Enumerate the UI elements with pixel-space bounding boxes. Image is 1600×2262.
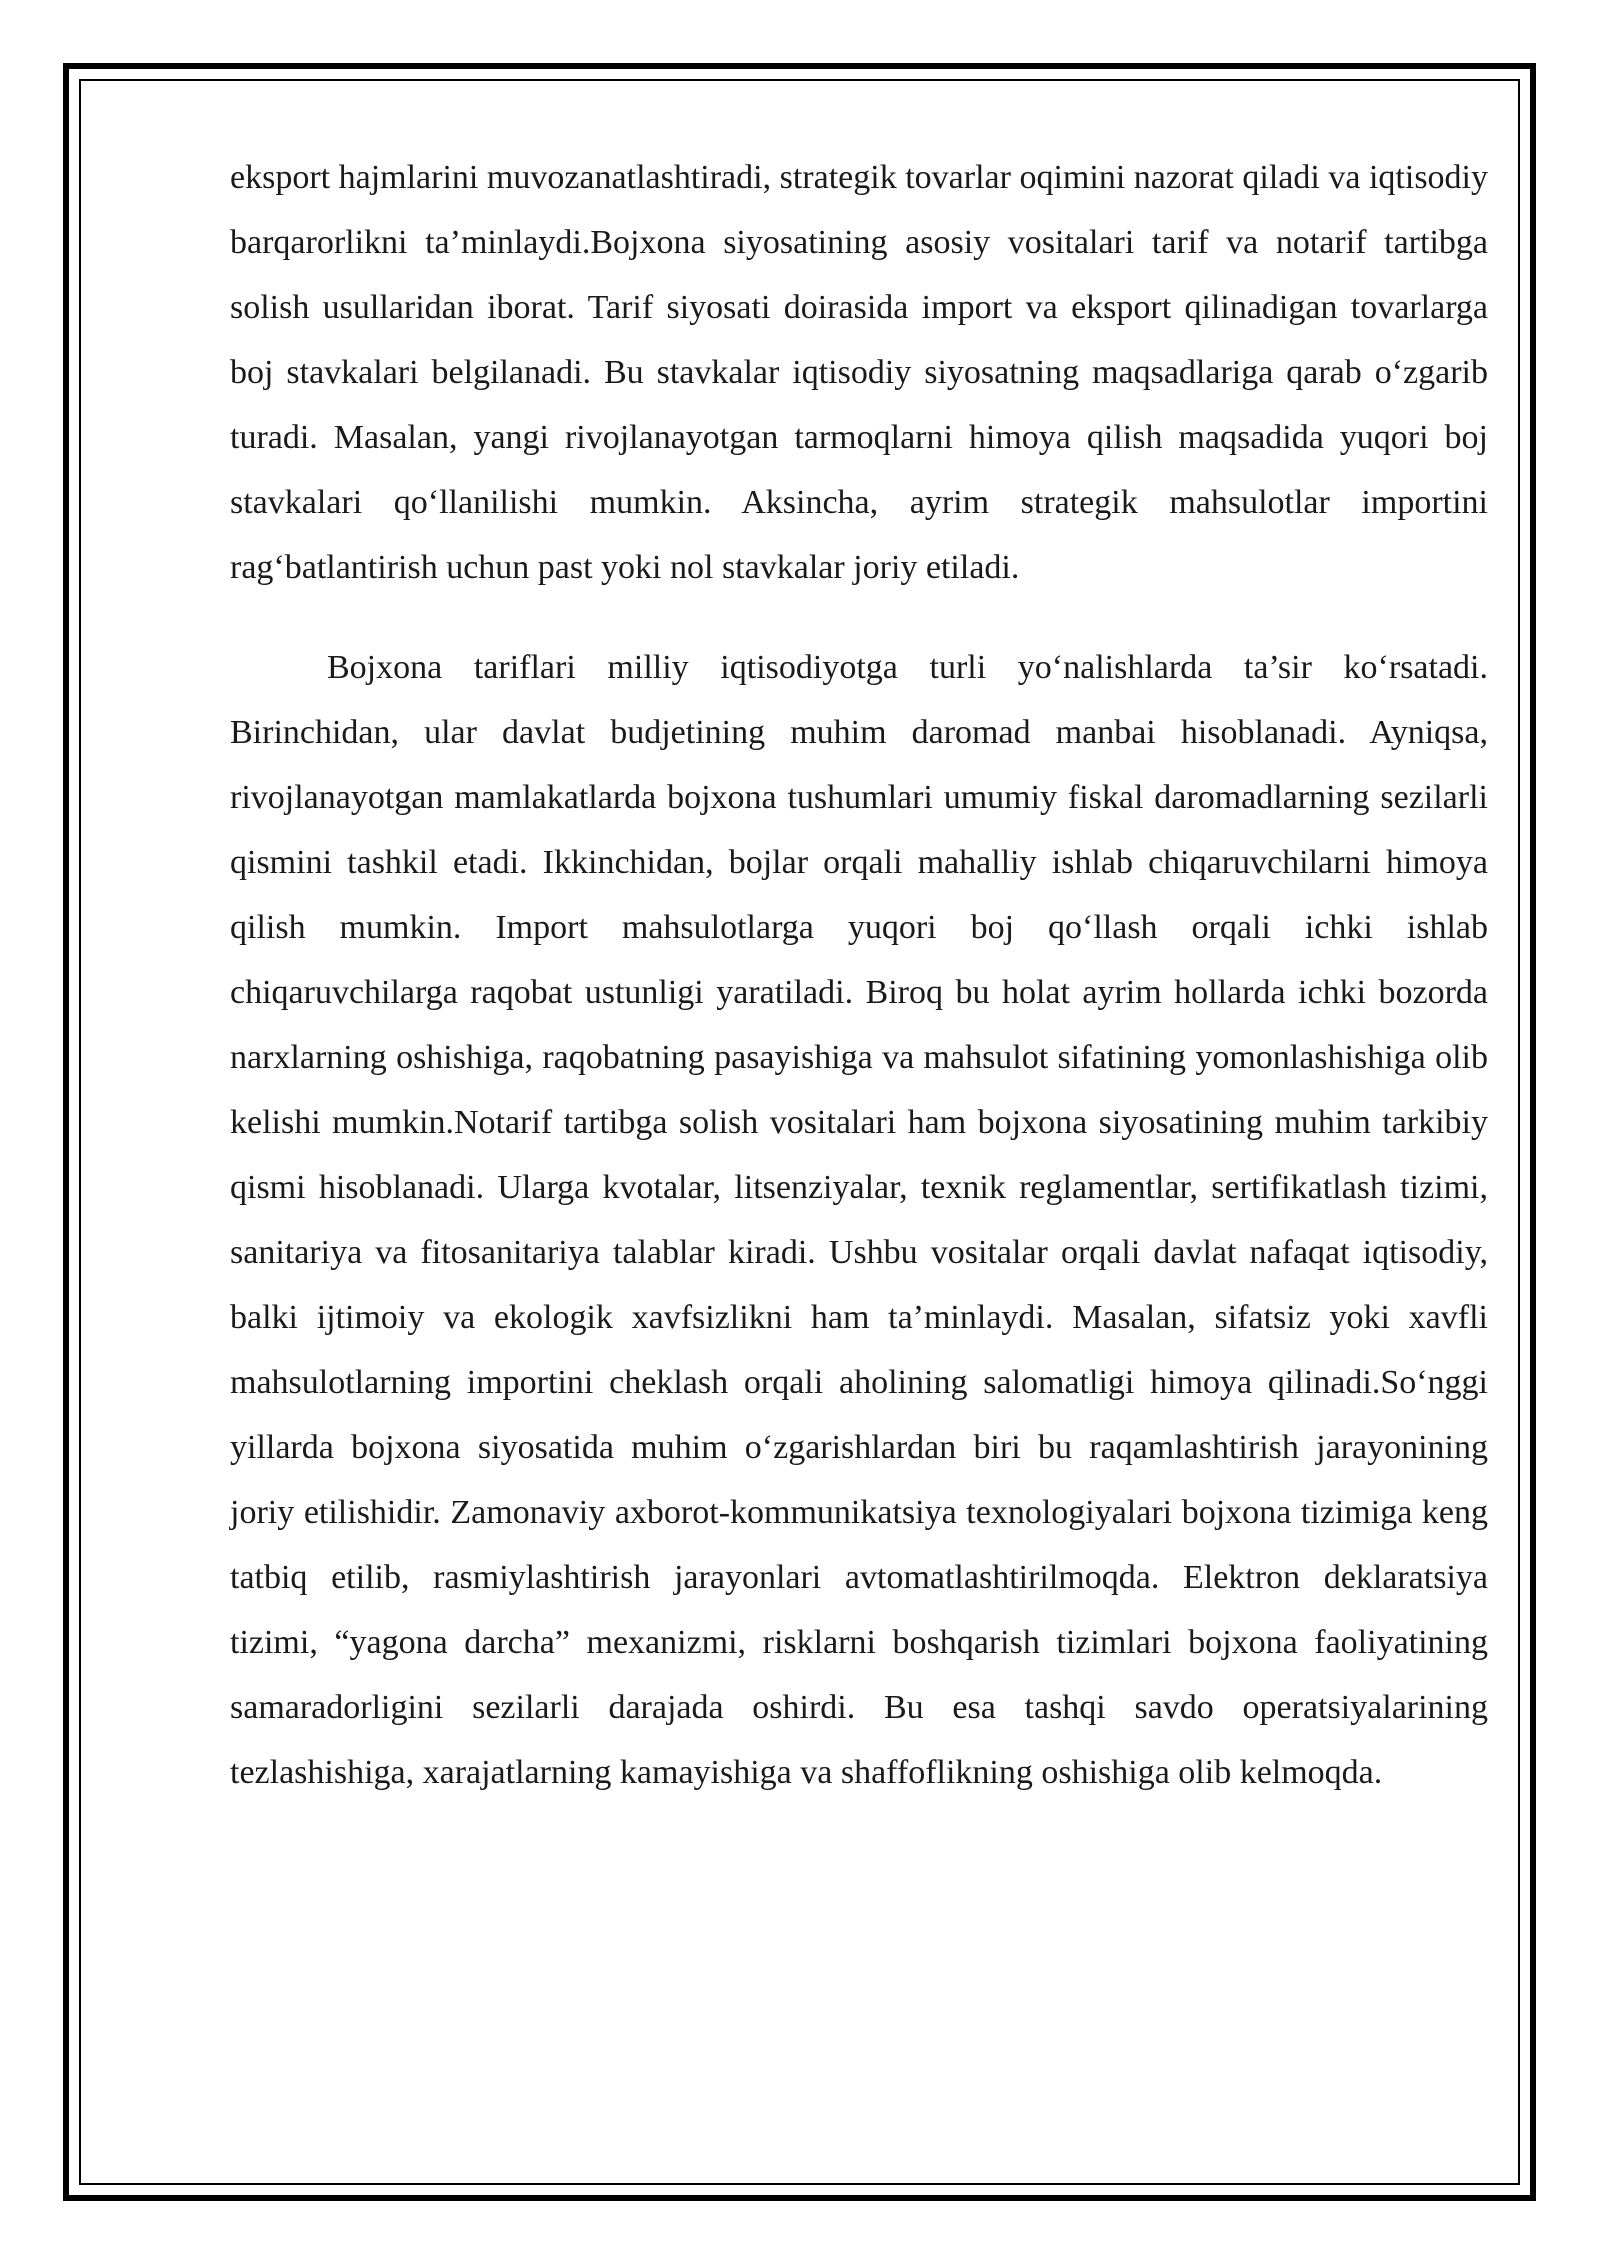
document-body (230, 145, 1488, 1805)
paragraph-1: eksport hajmlarini muvozanatlashtiradi, strategik tovarlar oqimini nazorat qiladi va iqtisodiy barqarorlikni ta’minlaydi.Bojxona siyosatining asosiy vositalari tarif va notarif tartibga solish usullaridan iborat. Tarif siyosati doirasida import va eksport qilinadigan tovarlarga boj stavkalari belgilanadi. Bu stavkalar iqtisodiy siyosatning maqsadlariga qarab o‘zgarib turadi. Masalan, yangi rivojlanayotgan tarmoqlarni himoya qilish maqsadida yuqori boj stavkalari qo‘llanilishi mumkin. Aksincha, ayrim strategik mahsulotlar importini rag‘batlantirish uchun past yoki nol stavkalar joriy etiladi. (230, 159, 1488, 586)
paragraph-2: Bojxona tariflari milliy iqtisodiyotga turli yo‘nalishlarda ta’sir ko‘rsatadi. Birinchidan, ular davlat budjetining muhim daromad manbai hisoblanadi. Ayniqsa, rivojlanayotgan mamlakatlarda bojxona tushumlari umumiy fiskal daromadlarning sezilarli qismini tashkil etadi. Ikkinchidan, bojlar orqali mahalliy ishlab chiqaruvchilarni himoya qilish mumkin. Import mahsulotlarga yuqori boj qo‘llash orqali ichki ishlab chiqaruvchilarga raqobat ustunligi yaratiladi. Biroq bu holat ayrim hollarda ichki bozorda narxlarning oshishiga, raqobatning pasayishiga va mahsulot sifatining yomonlashishiga olib kelishi mumkin.Notarif tartibga solish vositalari ham bojxona siyosatining muhim tarkibiy qismi hisoblanadi. Ularga kvotalar, litsenziyalar, texnik reglamentlar, sertifikatlash tizimi, sanitariya va fitosanitariya talablar kiradi. Ushbu vositalar orqali davlat nafaqat iqtisodiy, balki ijtimoiy va ekologik xavfsizlikni ham ta’minlaydi. Masalan, sifatsiz yoki xavfli mahsulotlarning importini cheklash orqali aholining salomatligi himoya qilinadi.So‘nggi yillarda bojxona siyosatida muhim o‘zgarishlardan biri bu raqamlashtirish jarayonining joriy etilishidir. Zamonaviy axborot-kommunikatsiya texnologiyalari bojxona tizimiga keng tatbiq etilib, rasmiylashtirish jarayonlari avtomatlashtirilmoqda. Elektron deklaratsiya tizimi, “yagona darcha” mexanizmi, risklarni boshqarish tizimlari bojxona faoliyatining samaradorligini sezilarli darajada oshirdi. Bu esa tashqi savdo operatsiyalarining tezlashishiga, xarajatlarning kamayishiga va shaffoflikning oshishiga olib kelmoqda. (230, 649, 1488, 1791)
